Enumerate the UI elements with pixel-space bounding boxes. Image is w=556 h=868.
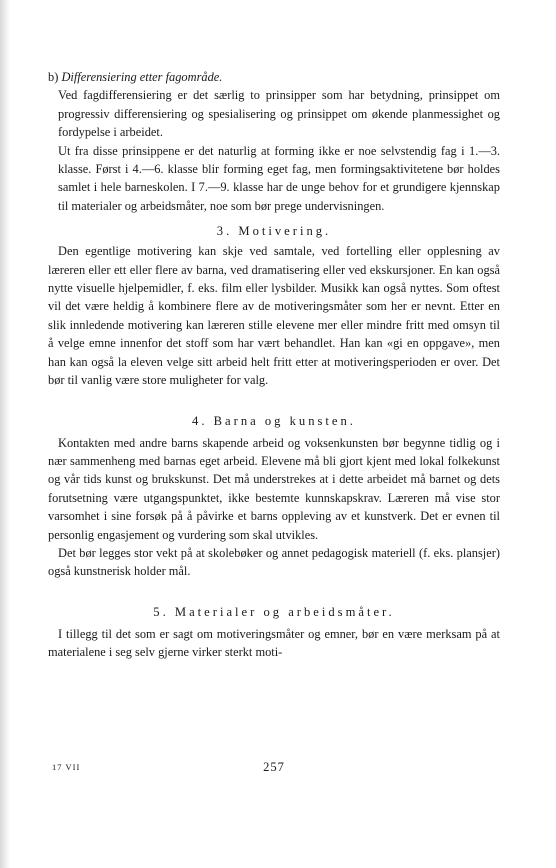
paragraph: Ut fra disse prinsippene er det naturlig at forming ikke er noe selvstendig fag i 1.—3. klasse. Først i 4.—6. klasse blir forming eget fag, men formingsaktivitetene bør holdes samlet i hele barneskolen. I 7.—9. klasse har de unge behov for et grundigere kjennskap til materialer og arbeidsmåter, noe som bør prege undervisningen. — [58, 143, 500, 213]
subsection-title: Differensiering etter fagområde. — [61, 70, 223, 84]
subsection-heading — [48, 68, 500, 86]
section-heading-motivering: 3. Motivering. — [216, 224, 332, 239]
page-body — [48, 68, 500, 662]
paragraph: Den egentlige motivering kan skje ved samtale, ved fortelling eller opplesning av læreren eller ett eller flere av barna, ved dramatisering eller ved ekskursjoner. En kan også nytte visuelle hjelpemidler, f. eks. film eller lysbilder. Musikk kan også nyttes. Som oftest vil det være heldig å kombinere flere av de motiveringsmåter som her er nevnt. Etter en slik innledende motivering kan læreren stille elevene mer eller mindre fritt med omsyn til å velge emne innenfor det stoff som har vært behandlet. Han kan «gi en oppgave», men han kan også la eleven velge sitt arbeid helt fritt etter at motiveringsperioden er over. Det bør til vanlig være store muligheter for valg. — [48, 244, 500, 388]
section-heading-barna-og-kunsten: 4. Barna og kunsten. — [192, 413, 356, 428]
paragraph: Det bør legges stor vekt på at skolebøker og annet pedagogisk materiell (f. eks. plansjer) også kunstnerisk holder mål. — [48, 545, 500, 579]
printer-signature: 17 VII — [52, 762, 81, 772]
page-footer — [48, 762, 500, 782]
section-heading-materialer: 5. Materialer og arbeidsmåter. — [153, 604, 395, 619]
paragraph: I tillegg til det som er sagt om motiveringsmåter og emner, bør en være merksam på at materialene i seg selv gjerne virker sterkt moti- — [48, 626, 500, 660]
paragraph: Kontakten med andre barns skapende arbeid og voksenkunsten bør begynne tidlig og i nær sammenheng med barnas eget arbeid. Elevene må bli gjort kjent med lokal folkekunst og vår tids kunst og brukskunst. Det må understrekes at i dette arbeidet må barnet og dets forutsetning være utgangspunktet, ikke bestemte kunnskapskrav. Læreren må vise stor varsomhet i sine forsøk på å påvirke et barns oppleving av et kunstverk. Det er evnen til personlig engasjement og vurdering som skal utvikles. — [48, 435, 500, 542]
paragraph: Ved fagdifferensiering er det særlig to prinsipper som har betydning, prinsippet om progressiv differensiering og spesialisering og prinsippet om økende planmessighet og fordypelse i arbeidet. — [58, 88, 500, 140]
subsection-body — [48, 86, 500, 215]
page-number: 257 — [263, 760, 285, 774]
book-spine-shadow — [0, 0, 10, 868]
subsection-marker: b) — [48, 70, 59, 84]
